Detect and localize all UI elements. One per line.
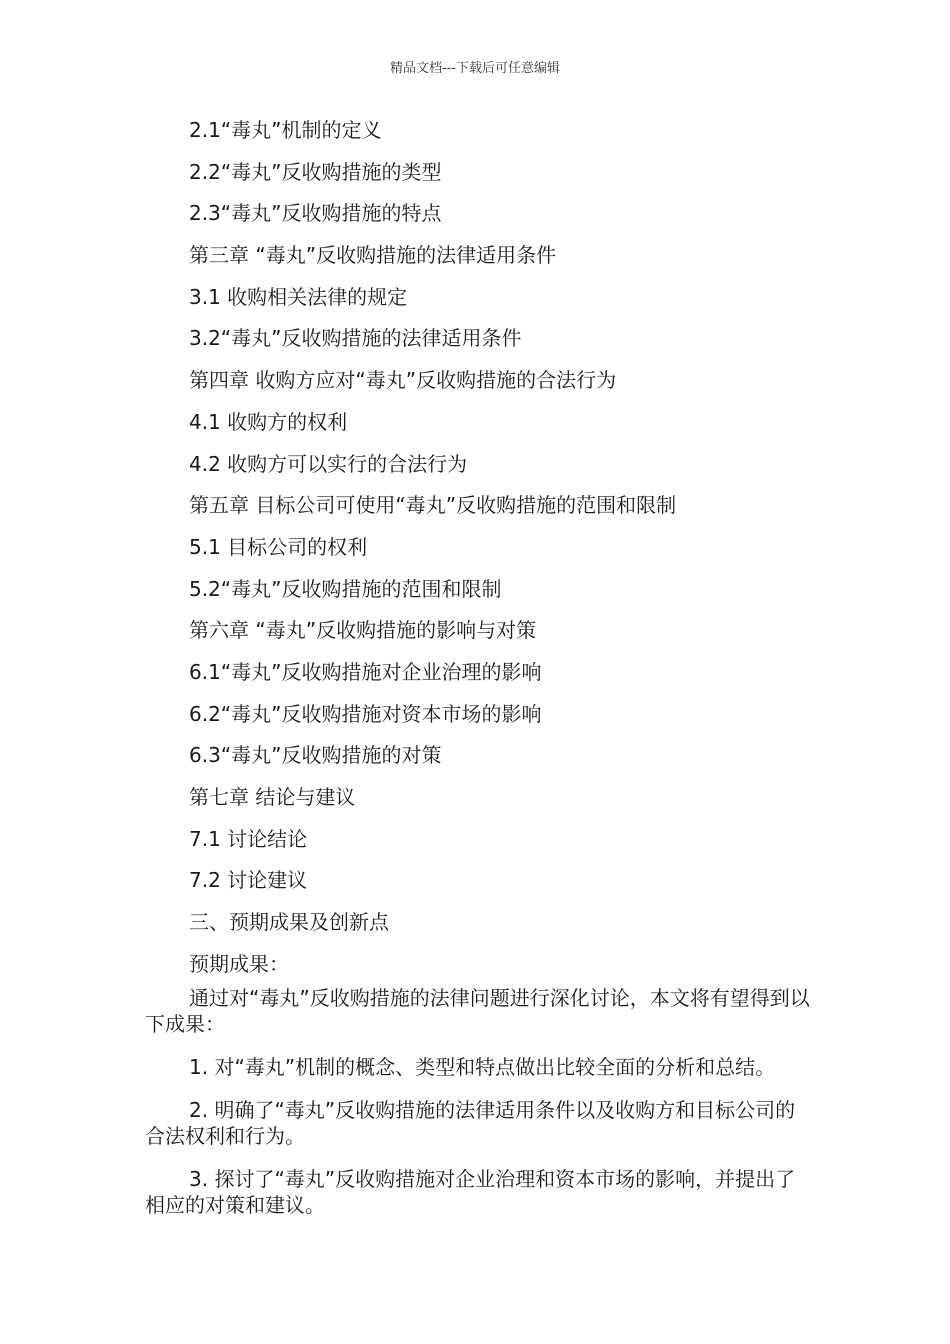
toc-line: 6.2“毒丸”反收购措施对资本市场的影响 xyxy=(189,701,542,726)
paragraph: 3. 探讨了“毒丸”反收购措施对企业治理和资本市场的影响，并提出了相应的对策和建议。 xyxy=(145,1167,796,1218)
document-body xyxy=(145,114,810,1235)
paragraph: 2. 明确了“毒丸”反收购措施的法律适用条件以及收购方和目标公司的合法权利和行为。 xyxy=(145,1098,796,1149)
toc-line: 2.2“毒丸”反收购措施的类型 xyxy=(189,159,442,184)
toc-line: 4.1 收购方的权利 xyxy=(189,409,348,434)
page-header: 精品文档---下载后可任意编辑 xyxy=(389,61,561,76)
toc-line: 5.1 目标公司的权利 xyxy=(189,534,368,559)
toc-chapter-heading: 第四章 收购方应对“毒丸”反收购措施的合法行为 xyxy=(189,368,617,393)
toc-chapter-heading: 第七章 结论与建议 xyxy=(189,785,356,809)
paragraph: 1. 对“毒丸”机制的概念、类型和特点做出比较全面的分析和总结。 xyxy=(189,1055,776,1080)
toc-line: 7.2 讨论建议 xyxy=(189,868,308,893)
toc-line: 2.3“毒丸”反收购措施的特点 xyxy=(189,201,442,226)
subsection-heading: 预期成果： xyxy=(189,951,289,976)
toc-line: 2.1“毒丸”机制的定义 xyxy=(189,118,382,142)
toc-line: 3.1 收购相关法律的规定 xyxy=(189,284,408,309)
toc-line: 6.3“毒丸”反收购措施的对策 xyxy=(189,743,442,768)
toc-line: 7.1 讨论结论 xyxy=(189,826,308,851)
section-heading: 三、预期成果及创新点 xyxy=(189,910,389,935)
toc-line: 6.1“毒丸”反收购措施对企业治理的影响 xyxy=(189,659,542,684)
toc-chapter-heading: 第五章 目标公司可使用“毒丸”反收购措施的范围和限制 xyxy=(189,493,677,518)
toc-line: 4.2 收购方可以实行的合法行为 xyxy=(189,451,468,476)
toc-line: 3.2“毒丸”反收购措施的法律适用条件 xyxy=(189,326,522,351)
paragraph: 通过对“毒丸”反收购措施的法律问题进行深化讨论，本文将有望得到以下成果： xyxy=(145,986,810,1037)
toc-chapter-heading: 第六章 “毒丸”反收购措施的影响与对策 xyxy=(189,618,537,643)
toc-line: 5.2“毒丸”反收购措施的范围和限制 xyxy=(189,576,502,601)
toc-chapter-heading: 第三章 “毒丸”反收购措施的法律适用条件 xyxy=(189,243,557,268)
